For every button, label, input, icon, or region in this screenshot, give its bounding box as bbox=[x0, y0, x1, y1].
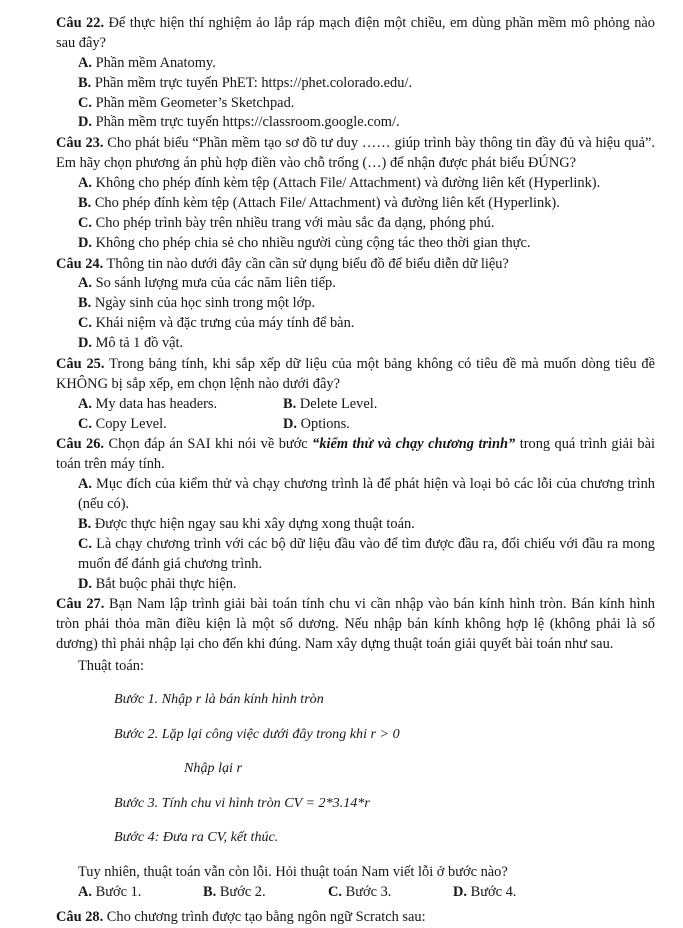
option-label: C. bbox=[78, 415, 92, 432]
option-label: B. bbox=[203, 883, 217, 900]
question-26-stem-emphasis: “kiểm thử và chạy chương trình” bbox=[312, 436, 516, 453]
option-text: Bước 4. bbox=[470, 883, 517, 900]
question-22-option-a bbox=[78, 54, 655, 74]
question-27-algorithm-step-2-body: Nhập lại r bbox=[184, 760, 242, 777]
question-25-stem-text: Trong bảng tính, khi sắp xếp dữ liệu của một bảng không có tiêu đề mà muốn dòng tiêu đề KHÔNG bị sắp xếp, em chọn lệnh nào dưới đây? bbox=[56, 355, 655, 392]
question-27-option-c bbox=[328, 882, 453, 903]
option-label: B. bbox=[78, 295, 92, 312]
question-27-stem-text: Bạn Nam lập trình giải bài toán tính chu vi cần nhập vào bán kính hình tròn. Bán kính hình tròn phải thỏa mãn điều kiện là một số dương. Nếu nhập bán kính không hợp lệ (không phải là số dương) thì phải nhập lại cho đến khi đúng. Nam xây dựng thuật toán giải quyết bài toán như sau. bbox=[56, 596, 655, 653]
question-27-label: Câu 27. bbox=[56, 596, 105, 613]
question-24-option-d bbox=[78, 334, 655, 354]
question-24-label: Câu 24. bbox=[56, 255, 104, 272]
option-label: B. bbox=[78, 74, 92, 91]
question-22-option-b bbox=[78, 74, 655, 94]
question-27-options-row bbox=[78, 882, 655, 903]
option-text: Ngày sinh của học sinh trong một lớp. bbox=[94, 295, 316, 312]
question-25-option-d bbox=[283, 415, 483, 435]
option-text: So sánh lượng mưa của các năm liên tiếp. bbox=[95, 275, 336, 292]
question-26-stem-text-b: trong quá trình giải bài toán trên máy tính. bbox=[56, 436, 655, 473]
option-text: Phần mềm trực tuyến https://classroom.google.com/. bbox=[95, 114, 400, 131]
option-label: A. bbox=[78, 54, 92, 71]
question-25-option-a bbox=[78, 395, 283, 415]
question-27-option-a bbox=[78, 882, 203, 903]
option-text: Khái niệm và đặc trưng của máy tính để bàn. bbox=[95, 315, 355, 332]
option-text: Bắt buộc phải thực hiện. bbox=[95, 575, 237, 592]
option-text: Cho phép trình bày trên nhiều trang với màu sắc đa dạng, phóng phú. bbox=[95, 214, 495, 231]
option-label: B. bbox=[78, 515, 92, 532]
option-label: D. bbox=[78, 335, 92, 351]
question-24-option-b bbox=[78, 294, 655, 314]
question-24-stem bbox=[56, 255, 655, 275]
question-23-label: Câu 23. bbox=[56, 135, 104, 152]
question-25-label: Câu 25. bbox=[56, 355, 105, 372]
question-22-option-c bbox=[78, 94, 655, 114]
question-27-stem bbox=[56, 595, 655, 655]
question-26-stem-text-a: Chọn đáp án SAI khi nói về bước bbox=[108, 436, 313, 453]
question-22-stem-text: Để thực hiện thí nghiệm ảo lắp ráp mạch điện một chiều, em dùng phần mềm mô phỏng nào sau đây? bbox=[56, 15, 655, 51]
option-label: A. bbox=[78, 395, 92, 412]
option-text: Được thực hiện ngay sau khi xây dựng xong thuật toán. bbox=[94, 515, 415, 532]
question-23-stem bbox=[56, 134, 655, 174]
question-24-option-a bbox=[78, 274, 655, 294]
option-text: Bước 3. bbox=[345, 883, 392, 900]
question-27-followup: Tuy nhiên, thuật toán vẫn còn lỗi. Hỏi thuật toán Nam viết lỗi ở bước nào? bbox=[78, 863, 508, 880]
question-23-stem-text: Cho phát biểu “Phần mềm tạo sơ đồ tư duy …… giúp trình bày thông tin đầy đủ và hiệu quả”. Em hãy chọn phương án phù hợp điền vào chỗ trống (…) để nhận được phát biểu ĐÚNG? bbox=[56, 135, 655, 172]
option-text: Là chạy chương trình với các bộ dữ liệu đầu vào để tìm được đầu ra, đối chiếu với đầu ra mong muốn để đánh giá chương trình. bbox=[78, 535, 655, 572]
question-block-28 bbox=[56, 908, 655, 928]
question-26-option-d bbox=[78, 575, 655, 595]
option-text: Delete Level. bbox=[299, 395, 378, 412]
option-text: Cho phép đính kèm tệp (Attach File/ Attachment) và đường liên kết (Hyperlink). bbox=[94, 194, 560, 211]
option-label: C. bbox=[78, 214, 92, 231]
question-27-option-d bbox=[453, 882, 578, 903]
option-text: Mục đích của kiểm thử và chạy chương trình là để phát hiện và loại bỏ các lỗi của chương trình (nếu có). bbox=[78, 476, 655, 512]
question-27-algorithm-step-4: Bước 4: Đưa ra CV, kết thúc. bbox=[114, 829, 279, 846]
question-26-option-b bbox=[78, 515, 655, 535]
option-text: Mô tả 1 đồ vật. bbox=[95, 335, 184, 351]
question-27-option-b bbox=[203, 882, 328, 903]
option-text: Phần mềm Geometer’s Sketchpad. bbox=[95, 94, 295, 111]
option-label: B. bbox=[78, 194, 92, 211]
question-22-option-d bbox=[78, 113, 655, 133]
option-text: Copy Level. bbox=[95, 415, 167, 432]
question-28-label: Câu 28. bbox=[56, 908, 104, 925]
question-23-option-b bbox=[78, 194, 655, 214]
option-label: C. bbox=[328, 883, 342, 900]
option-text: My data has headers. bbox=[95, 395, 218, 412]
option-text: Không cho phép đính kèm tệp (Attach File/ Attachment) và đường liên kết (Hyperlink). bbox=[95, 175, 601, 191]
question-block-25 bbox=[56, 355, 655, 435]
option-text: Không cho phép chia sẻ cho nhiều người cùng cộng tác theo thời gian thực. bbox=[95, 234, 531, 251]
question-23-option-c bbox=[78, 214, 655, 234]
question-24-stem-text: Thông tin nào dưới đây cần cần sử dụng biểu đồ để biểu diễn dữ liệu? bbox=[106, 255, 509, 272]
question-block-27 bbox=[56, 595, 655, 902]
option-text: Options. bbox=[300, 415, 350, 432]
question-28-stem bbox=[56, 908, 655, 928]
option-label: D. bbox=[78, 114, 92, 131]
option-label: D. bbox=[283, 415, 297, 432]
question-block-26 bbox=[56, 435, 655, 594]
question-26-option-c bbox=[78, 535, 655, 575]
question-26-stem bbox=[56, 435, 655, 475]
question-27-algorithm-step-3: Bước 3. Tính chu vi hình tròn CV = 2*3.14*r bbox=[114, 794, 370, 811]
question-26-label: Câu 26. bbox=[56, 436, 105, 453]
option-text: Bước 1. bbox=[95, 883, 142, 900]
question-24-option-c bbox=[78, 314, 655, 334]
option-label: A. bbox=[78, 883, 92, 900]
option-label: A. bbox=[78, 175, 92, 191]
option-label: C. bbox=[78, 94, 92, 111]
option-text: Bước 2. bbox=[219, 883, 266, 900]
question-28-stem-text: Cho chương trình được tạo bằng ngôn ngữ Scratch sau: bbox=[106, 908, 426, 925]
question-23-option-a bbox=[78, 174, 655, 194]
option-label: B. bbox=[283, 395, 297, 412]
option-label: C. bbox=[78, 315, 92, 332]
question-25-options-row-2 bbox=[78, 415, 655, 435]
option-text: Phần mềm Anatomy. bbox=[95, 54, 216, 71]
question-23-option-d bbox=[78, 234, 655, 254]
option-text: Phần mềm trực tuyến PhET: https://phet.colorado.edu/. bbox=[94, 74, 413, 91]
question-25-options-row-1 bbox=[78, 395, 655, 415]
question-25-option-c bbox=[78, 415, 283, 435]
question-27-algorithm-step-1: Bước 1. Nhập r là bán kính hình tròn bbox=[114, 691, 324, 708]
option-label: D. bbox=[78, 234, 92, 251]
question-27-algorithm-step-2: Bước 2. Lặp lại công việc dưới đây trong khi r > 0 bbox=[114, 725, 400, 742]
question-block-22 bbox=[56, 14, 655, 133]
question-25-stem bbox=[56, 355, 655, 395]
option-label: D. bbox=[78, 575, 92, 592]
question-block-24 bbox=[56, 255, 655, 354]
question-22-stem bbox=[56, 14, 655, 54]
question-25-option-b bbox=[283, 395, 483, 415]
option-label: A. bbox=[78, 275, 92, 292]
question-27-algorithm-title: Thuật toán: bbox=[78, 658, 144, 674]
option-label: C. bbox=[78, 535, 92, 552]
question-block-23 bbox=[56, 134, 655, 253]
option-label: A. bbox=[78, 476, 92, 493]
option-label: D. bbox=[453, 883, 467, 900]
question-26-option-a bbox=[78, 475, 655, 515]
question-22-label: Câu 22. bbox=[56, 15, 105, 31]
